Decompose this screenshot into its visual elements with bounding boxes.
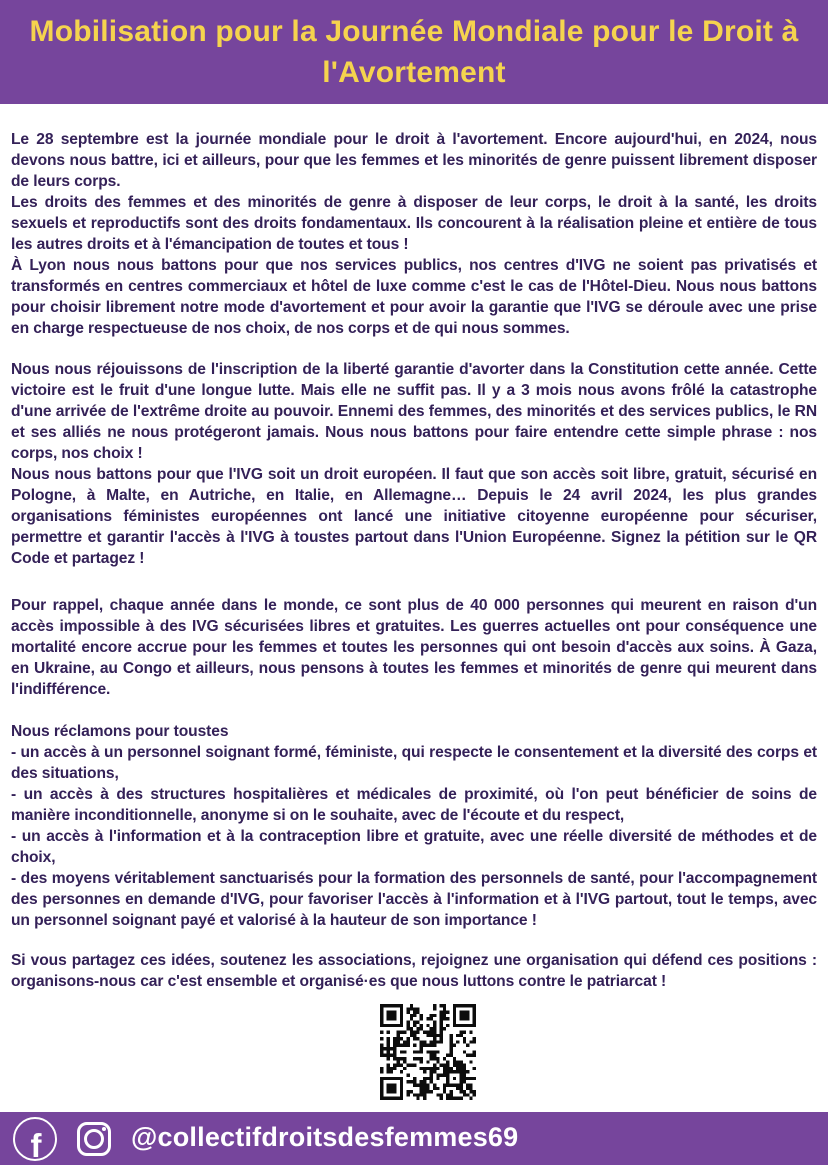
qr-section [0, 1004, 828, 1100]
list-item-moyens: - des moyens véritablement sanctuarisés pour la formation des personnels de santé, pour l'accompagnement des personnes en demande d'IVG, pour favoriser l'accès à l'information et à l'IVG partout, tout le temps, avec un personnel soignant payé et valorisé à la hauteur de son importance ! [11, 870, 817, 929]
instagram-icon [77, 1122, 111, 1156]
header-banner [0, 0, 828, 104]
page-title: Mobilisation pour la Journée Mondiale pour le Droit à l'Avortement [29, 15, 799, 89]
instagram-lens [84, 1129, 104, 1149]
paragraph-europe: Nous nous battons pour que l'IVG soit un droit européen. Il faut que son accès soit libre, gratuit, sécurisé en Pologne, à Malte, en Autriche, en Italie, en Allemagne… Depuis le 24 avril 2024, les plus grandes organisations féministes européennes ont lancé une initiative citoyenne européenne pour sécuriser, permettre et garantir l'accès à l'IVG à toustes partout dans l'Union Européenne. Signez la pétition sur le QR Code et partagez ! [11, 466, 817, 567]
list-heading: Nous réclamons pour toustes [11, 723, 229, 740]
instagram-dot [102, 1127, 107, 1132]
social-handle: @collectifdroitsdesfemmes69 [131, 1122, 519, 1152]
paragraph-droits: Les droits des femmes et des minorités de genre à disposer de leur corps, le droit à la santé, les droits sexuels et reproductifs sont des droits fondamentaux. Ils concourent à la réalisation pleine et entière de tous les autres droits et à l'émancipation de toutes et tous ! [11, 194, 817, 253]
paragraph-rappel: Pour rappel, chaque année dans le monde, ce sont plus de 40 000 personnes qui meurent en raison d'un accès impossible à des IVG sécurisées libres et gratuites. Les guerres actuelles ont pour conséquence une mortalité encore accrue pour les femmes et toutes les personnes qui ont besoin d'accès aux soins. À Gaza, en Ukraine, au Congo et ailleurs, nous pensons à toutes les femmes et minorités de genre qui meurent dans l'indifférence. [11, 597, 817, 698]
qr-code-icon [380, 1004, 476, 1100]
paragraph-constitution: Nous nous réjouissons de l'inscription de la liberté garantie d'avorter dans la Constitution cette année. Cette victoire est le fruit d'une longue lutte. Mais elle ne suffit pas. Il y a 3 mois nous avons frôlé la catastrophe d'une arrivée de l'extrême droite au pouvoir. Ennemi des femmes, des minorités et des services publics, le RN et ses alliés ne nous protégeront jamais. Nous nous battons pour faire entendre cette simple phrase : nos corps, nos choix ! [11, 361, 817, 462]
list-item-information: - un accès à l'information et à la contraception libre et gratuite, avec une réelle diversité de méthodes et de choix, [11, 828, 817, 866]
paragraph-intro: Le 28 septembre est la journée mondiale pour le droit à l'avortement. Encore aujourd'hui, en 2024, nous devons nous battre, ici et ailleurs, pour que les femmes et les minorités de genre puissent librement disposer de leurs corps. [11, 131, 817, 190]
list-item-structures: - un accès à des structures hospitalières et médicales de proximité, où l'on peut bénéficier de soins de manière inconditionnelle, anonyme si on le souhaite, avec de l'écoute et du respect, [11, 786, 817, 824]
paragraph-conclusion: Si vous partagez ces idées, soutenez les associations, rejoignez une organisation qui défend ces positions : organisons-nous car c'est ensemble et organisé·es que nous luttons contre le patriarcat ! [11, 952, 817, 990]
body-text [0, 104, 828, 992]
facebook-f-glyph: f [30, 1126, 42, 1161]
list-item-personnel: - un accès à un personnel soignant formé, féministe, qui respecte le consentement et la diversité des corps et des situations, [11, 744, 817, 782]
paragraph-lyon: À Lyon nous nous battons pour que nos services publics, nos centres d'IVG ne soient pas privatisés et transformés en centres commerciaux et hôtel de luxe comme c'est le cas de l'Hôtel-Dieu. Nous nous battons pour choisir librement notre mode d'avortement et pour avoir la garantie que l'IVG se déroule avec une prise en charge respectueuse de nos choix, de nos corps et de qui nous sommes. [11, 257, 817, 337]
footer-banner [0, 1112, 828, 1165]
facebook-icon [13, 1117, 57, 1161]
